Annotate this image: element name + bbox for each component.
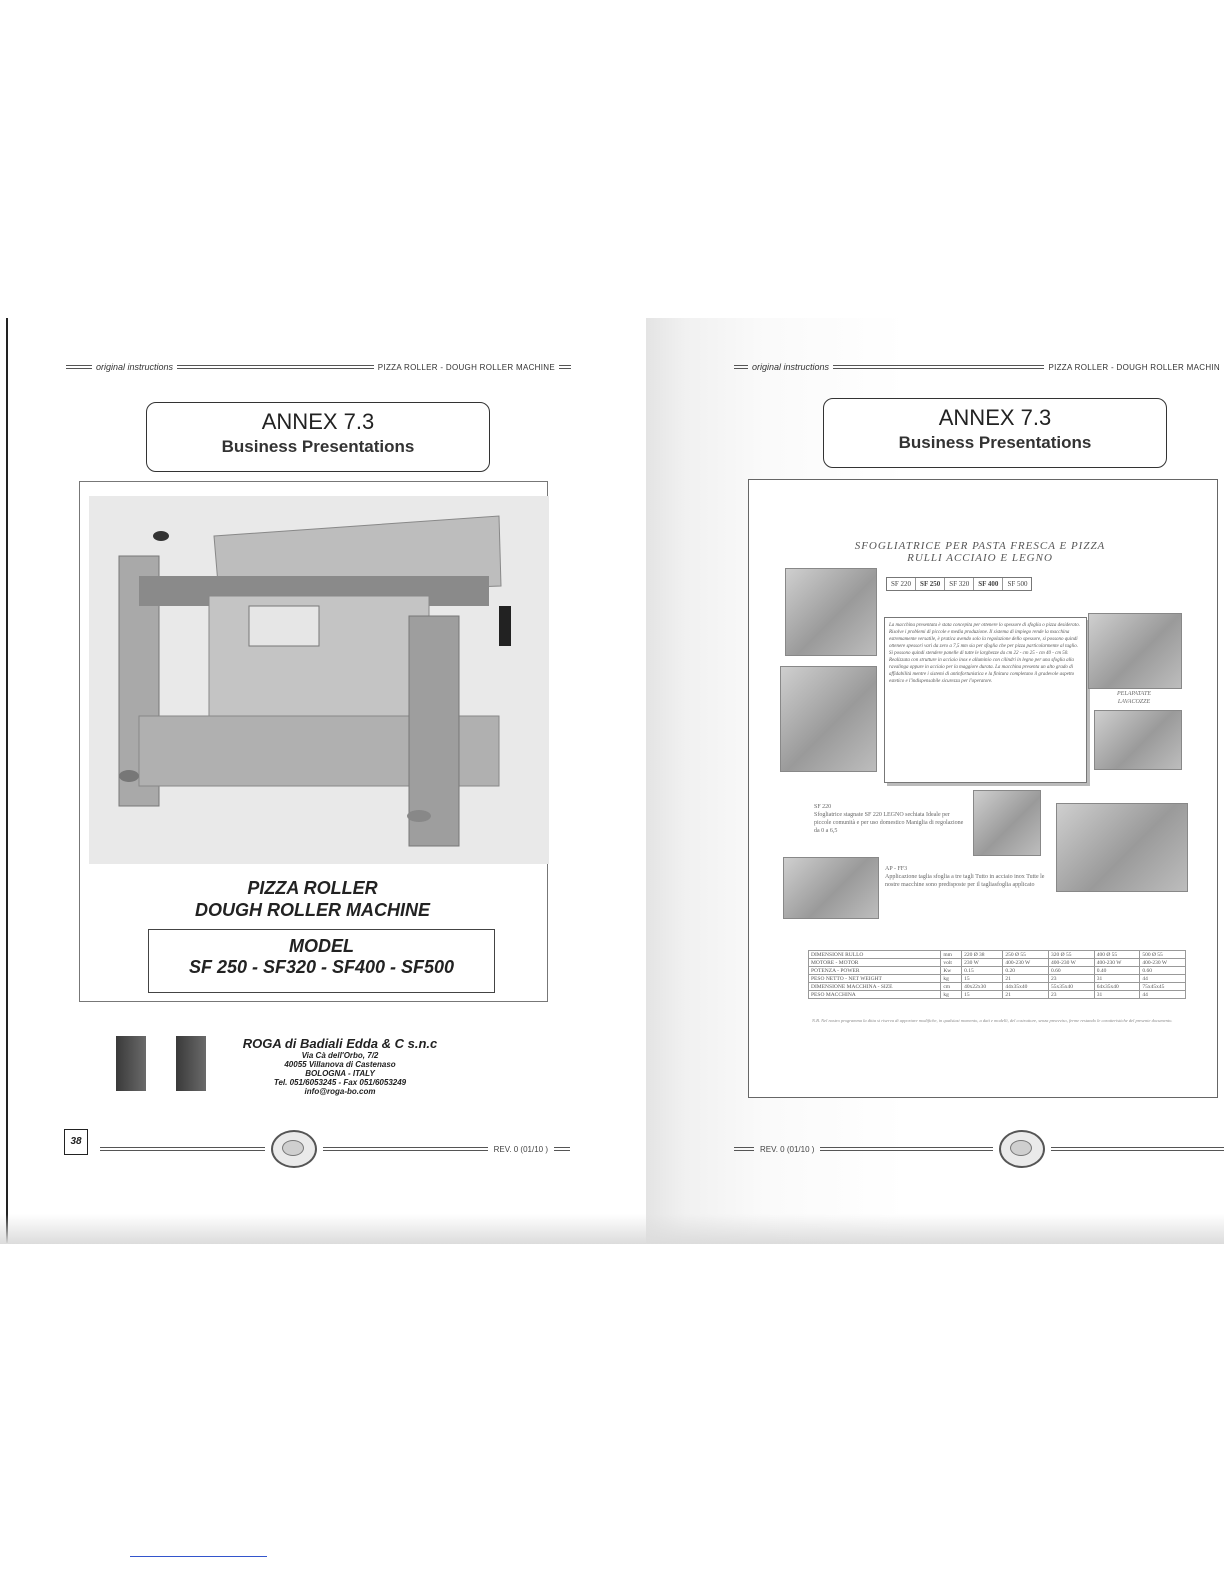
table-cell: 230 W <box>962 959 1003 967</box>
annex-subtitle: Business Presentations <box>898 433 1092 452</box>
table-cell: kg <box>941 991 962 999</box>
table-cell: 44 <box>1140 991 1186 999</box>
specs-table <box>808 950 1186 999</box>
ap-ff3-thumb <box>783 857 879 919</box>
table-cell: 23 <box>1049 991 1095 999</box>
catalog-title-line2: RULLI ACCIAIO E LEGNO <box>907 552 1053 564</box>
sf220-text: Sfogliatrice stagnate SF 220 LEGNO sechiata Ideale per piccole comunità e per uso domestico Maniglia di regolazione da 0 a 6,5 <box>814 812 964 834</box>
company-email: info@roga-bo.com <box>304 1087 376 1096</box>
dough-roller-machine-image <box>89 496 549 864</box>
blue-rule <box>130 1556 267 1557</box>
sf-large-thumb <box>1056 803 1188 892</box>
side-label <box>1088 690 1180 706</box>
footer-rev: REV. 0 (01/10 ) <box>760 1144 815 1154</box>
table-cell: 0.60 <box>1140 967 1186 975</box>
company-city: BOLOGNA - ITALY <box>305 1069 375 1078</box>
product-name-line1: PIZZA ROLLER <box>247 878 378 898</box>
sf-machine-thumb-1 <box>785 568 877 656</box>
table-row <box>809 959 1186 967</box>
roga-logo-icon <box>999 1130 1045 1168</box>
table-cell: cm <box>941 983 962 991</box>
product-name-line2: DOUGH ROLLER MACHINE <box>195 900 430 920</box>
annex-box <box>823 398 1167 468</box>
table-cell: POTENZA - POWER <box>809 967 941 975</box>
header-right-text: PIZZA ROLLER - DOUGH ROLLER MACHIN <box>1048 362 1220 372</box>
sf-machine-thumb-2 <box>780 666 877 772</box>
table-cell: 15 <box>962 975 1003 983</box>
table-cell: 400-230 W <box>1049 959 1095 967</box>
table-row <box>809 975 1186 983</box>
catalog-model-bar <box>886 577 1032 591</box>
table-cell: 21 <box>1003 975 1049 983</box>
table-cell: 31 <box>1094 975 1140 983</box>
company-phone: Tel. 051/6053245 - Fax 051/6053249 <box>273 1078 407 1087</box>
catalog-model-2: SF 250 <box>916 578 945 590</box>
catalog-model-4: SF 400 <box>974 578 1003 590</box>
table-cell: 64x35x40 <box>1094 983 1140 991</box>
table-cell: 400-230 W <box>1140 959 1186 967</box>
binding-line <box>6 318 8 1243</box>
catalog-footnote: N.B. Nel nostro programma la ditta si riserva di apportare modifiche, in qualsiasi momento, a dati e modelli, del costruttore, senza preavviso, ferme restando le caratteristiche del presente documento. <box>812 1018 1173 1023</box>
specs-header-cell: 320 Ø 55 <box>1049 951 1095 959</box>
table-cell: Kw <box>941 967 962 975</box>
annex-title: ANNEX 7.3 <box>938 405 1052 430</box>
ap-text: Applicazione taglia sfoglia a tre tagli Tutto in acciaio inox Tutte le nostre macchine sono predisposte per il tagliasfoglia applicato <box>885 874 1045 888</box>
specs-header-row <box>809 951 1186 959</box>
table-cell: 400-230 W <box>1094 959 1140 967</box>
table-cell: 0.15 <box>962 967 1003 975</box>
annex-subtitle: Business Presentations <box>221 437 415 456</box>
table-cell: 400-230 W <box>1003 959 1049 967</box>
table-cell: volt <box>941 959 962 967</box>
table-row <box>809 967 1186 975</box>
side-label-1: PELAPATATE <box>1116 691 1151 697</box>
table-cell: PESO MACCHINA <box>809 991 941 999</box>
table-cell: PESO NETTO - NET WEIGHT <box>809 975 941 983</box>
potato-peeler-thumb <box>1088 613 1182 689</box>
table-row <box>809 983 1186 991</box>
ap-title: AP - FF3 <box>885 866 908 872</box>
catalog-model-3: SF 320 <box>945 578 974 590</box>
table-cell: 55x35x40 <box>1049 983 1095 991</box>
catalog-title-line1: SFOGLIATRICE PER PASTA FRESCA E PIZZA <box>854 540 1106 552</box>
table-cell: 31 <box>1094 991 1140 999</box>
flag-right <box>176 1036 206 1091</box>
roga-logo-icon <box>271 1130 317 1168</box>
table-cell: 44x35x40 <box>1003 983 1049 991</box>
table-cell: 23 <box>1049 975 1095 983</box>
table-cell: 75x45x45 <box>1140 983 1186 991</box>
table-cell: 44 <box>1140 975 1186 983</box>
washer-thumb <box>1094 710 1182 770</box>
specs-header-cell: 220 Ø 38 <box>962 951 1003 959</box>
flag-left <box>116 1036 146 1091</box>
right-page-header <box>734 362 1224 372</box>
specs-header-cell: mm <box>941 951 962 959</box>
header-right-text: PIZZA ROLLER - DOUGH ROLLER MACHINE <box>377 362 555 372</box>
side-label-2: LAVACOZZE <box>1117 699 1151 705</box>
model-list: SF 250 - SF320 - SF400 - SF500 <box>188 957 455 977</box>
catalog-title <box>770 540 1190 564</box>
sf220-thumb <box>973 790 1041 856</box>
catalog-model-5: SF 500 <box>1007 580 1028 588</box>
left-page-header <box>66 362 571 372</box>
table-cell: DIMENSIONE MACCHINA - SIZE <box>809 983 941 991</box>
product-photo-frame <box>79 481 548 1002</box>
table-cell: 0.40 <box>1094 967 1140 975</box>
company-block <box>210 1036 470 1096</box>
company-name: ROGA di Badiali Edda & C s.n.c <box>242 1036 438 1051</box>
page-number: 38 <box>64 1129 88 1155</box>
annex-title: ANNEX 7.3 <box>261 409 375 434</box>
catalog-model-1: SF 220 <box>887 578 916 590</box>
company-address2: 40055 Villanova di Castenaso <box>284 1060 396 1069</box>
left-page-footer <box>100 1130 570 1168</box>
table-cell: MOTORE - MOTOR <box>809 959 941 967</box>
sf220-title: SF 220 <box>814 804 832 810</box>
specs-header-cell: 250 Ø 55 <box>1003 951 1049 959</box>
footer-rev: REV. 0 (01/10 ) <box>493 1144 548 1154</box>
catalog-description: La macchina presentata è stata concepita per ottenere lo spessore di sfoglia o pizza desiderato. Risolve i problemi di piccole e media produzione. Il sistema di impiego rende la macchina estremamente versatile, è pratica avendo solo la regolazione dello spessore, si possono quindi ottenere spessori vari da zero a 7,5 mm sia per sfoglia che per pizza particolarmente al taglio. Si possono quindi stendere panelle di tutte le larghezze da cm 22 - cm 25 - cm 40 - cm 50. Realizzata con strutture in acciaio inox e alluminio con cilindri in legno per una sfoglia alla ravalinga oppure in acciaio per la maggiore durata. La macchina presenta un alto grado di affidabilità mentre i sistemi di antinfortunistica e la finitura completano il gradevole aspetto estetico e l'indispensabile sicurezza per l'operatore. <box>884 617 1087 783</box>
table-cell: 15 <box>962 991 1003 999</box>
right-page-footer <box>734 1130 1224 1168</box>
product-name <box>79 877 546 921</box>
ap-block <box>885 865 1045 889</box>
table-cell: 0.60 <box>1049 967 1095 975</box>
scan-bottom-shadow <box>0 1214 1224 1244</box>
table-cell: 40x22x30 <box>962 983 1003 991</box>
sf220-block <box>814 803 964 835</box>
table-cell: 21 <box>1003 991 1049 999</box>
annex-box <box>146 402 490 472</box>
table-cell: kg <box>941 975 962 983</box>
model-label: MODEL <box>289 936 354 956</box>
specs-header-cell: 500 Ø 55 <box>1140 951 1186 959</box>
company-address1: Via Cà dell'Orbo, 7/2 <box>301 1051 379 1060</box>
specs-header-cell: 400 Ø 55 <box>1094 951 1140 959</box>
table-row <box>809 991 1186 999</box>
header-left-text: original instructions <box>752 362 830 372</box>
table-cell: 0.20 <box>1003 967 1049 975</box>
model-box <box>148 929 495 993</box>
specs-header-cell: DIMENSIONI RULLO <box>809 951 941 959</box>
header-left-text: original instructions <box>96 362 174 372</box>
